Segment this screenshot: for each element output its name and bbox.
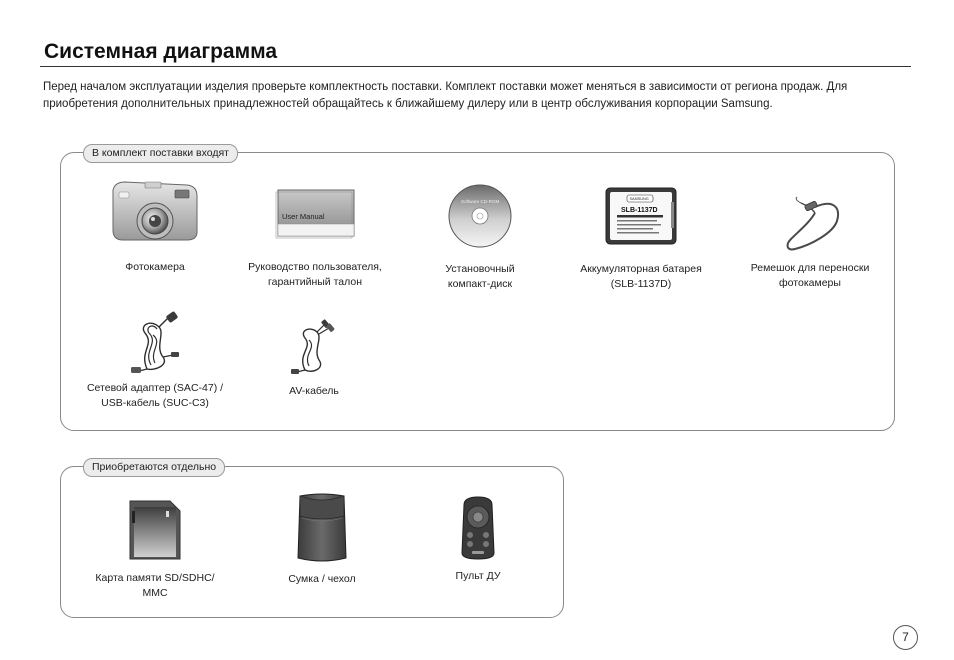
user-manual-caption-line2: гарантийный талон (268, 276, 362, 288)
av-cable-caption-line1: AV-кабель (289, 385, 339, 397)
adapter-cable-caption-line1: Сетевой адаптер (SAC-47) / (86, 382, 224, 394)
page-number: 7 (893, 625, 918, 650)
sd-card-icon (128, 499, 182, 561)
battery-caption-line2: (SLB-1137D) (610, 278, 672, 290)
item-av-cable (229, 318, 399, 399)
battery-model-text: SLB-1137D (621, 207, 658, 214)
camera-caption-line1: Фотокамера (125, 261, 185, 273)
item-adapter-cable (70, 311, 240, 411)
adapter-cable-caption-line2: USB-кабель (SUC-C3) (101, 397, 209, 409)
av-cable-icon (289, 318, 339, 374)
case-caption-line1: Сумка / чехол (288, 573, 356, 585)
battery-icon (601, 186, 681, 246)
item-camera (70, 176, 240, 275)
sd-card-caption-line2: MMC (142, 587, 168, 599)
remote-caption-line1: Пульт ДУ (455, 570, 501, 582)
page-title: Системная диаграмма (44, 40, 278, 63)
battery-caption-line1: Аккумуляторная батарея (580, 263, 702, 275)
included-items-label: В комплект поставки входят (83, 144, 238, 163)
item-user-manual (230, 188, 400, 290)
case-icon (294, 492, 350, 564)
optional-items-label: Приобретаются отдельно (83, 458, 225, 477)
sd-card-caption-line1: Карта памяти SD/SDHC/ (95, 572, 215, 584)
item-remote (393, 495, 563, 584)
user-manual-image-text: User Manual (282, 212, 325, 221)
strap-caption-line1: Ремешок для переноски (750, 262, 870, 274)
item-sd-card (70, 499, 240, 601)
cd-caption-line1: Установочный (445, 263, 515, 275)
battery-brand-text: SAMSUNG (629, 197, 649, 202)
cd-image-text: Software CD-ROM (461, 199, 500, 204)
user-manual-caption-line1: Руководство пользователя, (248, 261, 382, 273)
remote-icon (458, 495, 498, 561)
camera-icon (105, 176, 205, 246)
strap-icon (775, 193, 845, 253)
intro-paragraph: Перед началом эксплуатации изделия проверьте комплектность поставки. Комплект поставки может меняться в зависимости от региона продаж. Для приобретения дополнительных принадлежностей обращайтесь к ближайшему дилеру или в центр обслуживания корпорации Samsung. (43, 81, 848, 110)
cd-icon (447, 183, 513, 249)
title-divider (40, 66, 911, 67)
item-cd (395, 183, 565, 292)
item-strap (725, 193, 895, 291)
cd-caption-line2: компакт-диск (447, 278, 513, 290)
item-case (237, 492, 407, 587)
user-manual-icon (270, 188, 360, 240)
strap-caption-line2: фотокамеры (779, 277, 841, 289)
item-battery (556, 186, 726, 292)
adapter-cable-icon (125, 311, 185, 373)
